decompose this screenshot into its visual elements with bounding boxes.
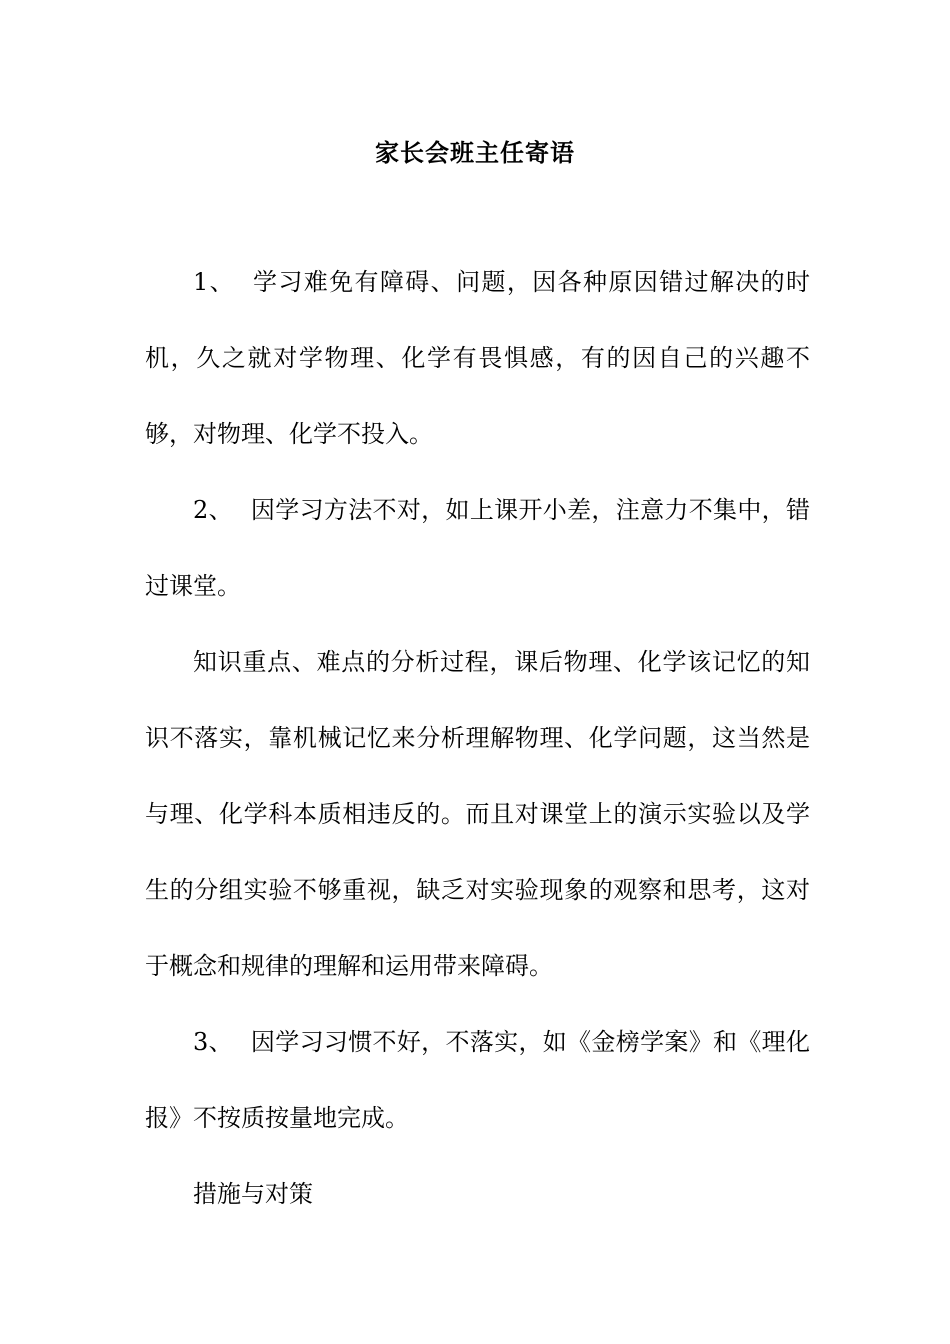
paragraph-number: 3、: [193, 1028, 233, 1056]
paragraph-3: [145, 624, 810, 1004]
paragraph-number: 2、: [193, 496, 233, 524]
document-body: [145, 244, 810, 1232]
paragraph-4: [145, 1004, 810, 1156]
document-title: 家长会班主任寄语: [375, 138, 575, 167]
paragraph-text: 因学习习惯不好，不落实，如《金榜学案》和《理化报》不按质按量地完成。: [145, 1028, 810, 1132]
paragraph-number: 1、: [193, 268, 236, 296]
paragraph-2: [145, 472, 810, 624]
paragraph-text: 因学习方法不对，如上课开小差，注意力不集中，错过课堂。: [145, 496, 810, 600]
paragraph-text: 学习难免有障碍、问题，因各种原因错过解决的时机，久之就对学物理、化学有畏惧感，有的因自己的兴趣不够，对物理、化学不投入。: [145, 268, 810, 448]
section-heading: [145, 1156, 810, 1232]
paragraph-1: [145, 244, 810, 472]
paragraph-text: 措施与对策: [193, 1180, 313, 1208]
paragraph-text: 知识重点、难点的分析过程，课后物理、化学该记忆的知识不落实，靠机械记忆来分析理解物理、化学问题，这当然是与理、化学科本质相违反的。而且对课堂上的演示实验以及学生的分组实验不够重视，缺乏对实验现象的观察和思考，这对于概念和规律的理解和运用带来障碍。: [145, 648, 810, 980]
